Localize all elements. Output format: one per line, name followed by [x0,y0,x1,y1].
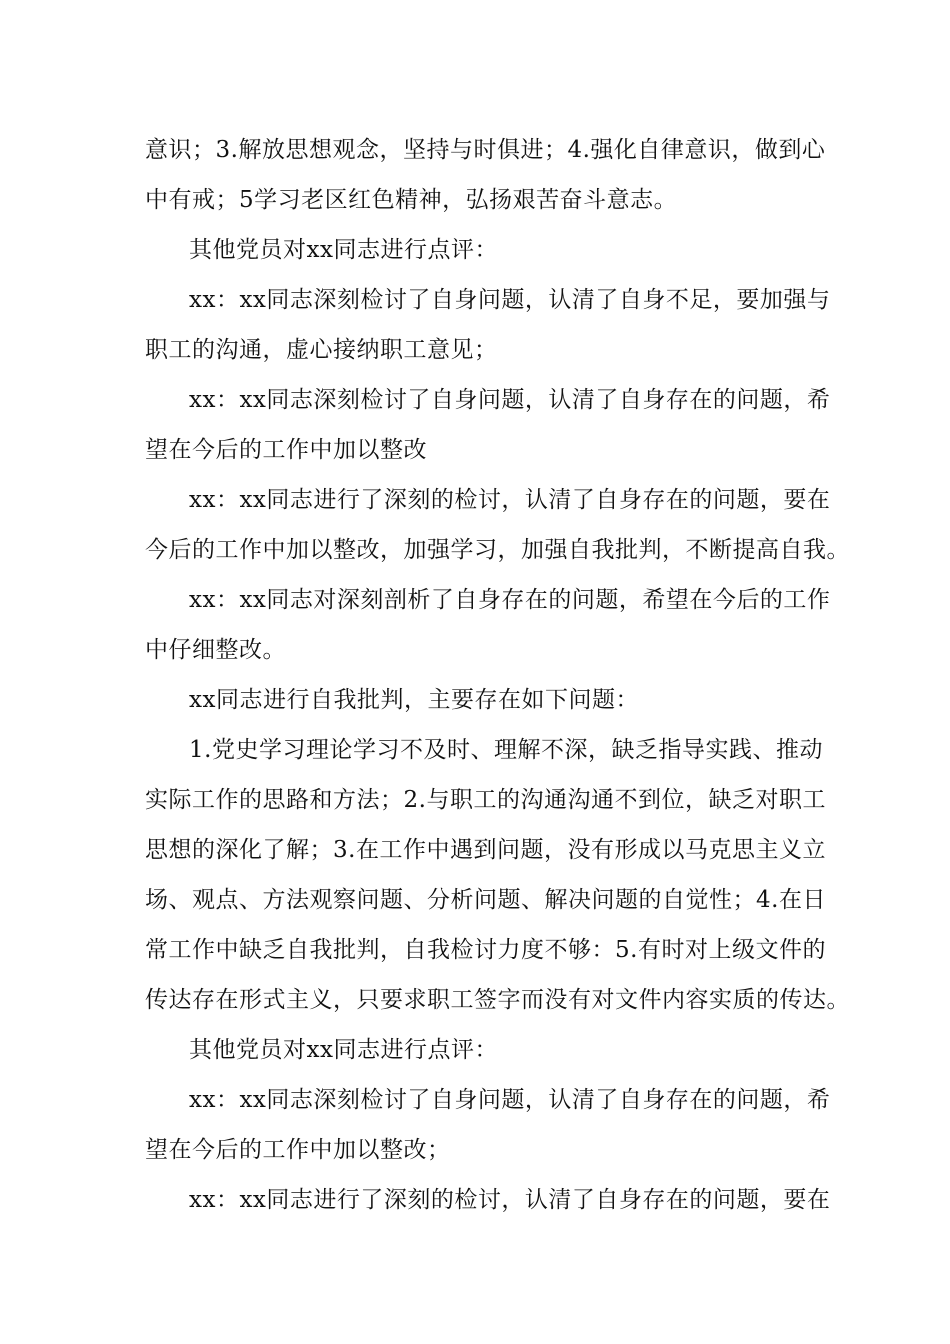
text-line: 思想的深化了解；3.在工作中遇到问题，没有形成以马克思主义立 [145,837,826,863]
text-line: xx：xx同志进行了深刻的检讨，认清了自身存在的问题，要在 [189,487,831,513]
text-line: xx：xx同志深刻检讨了自身问题，认清了自身存在的问题，希 [189,1087,831,1113]
paragraph-heading: 其他党员对xx同志进行点评： [189,237,498,263]
text-line: xx：xx同志深刻检讨了自身问题，认清了自身存在的问题，希 [189,387,831,413]
text-line: xx：xx同志对深刻剖析了自身存在的问题，希望在今后的工作 [189,587,831,613]
text-line: 中有戒；5学习老区红色精神，弘扬艰苦奋斗意志。 [145,187,678,213]
text-line: xx：xx同志深刻检讨了自身问题，认清了自身不足，要加强与 [189,287,831,313]
paragraph-heading: xx同志进行自我批判，主要存在如下问题： [189,687,639,713]
text-line: 职工的沟通，虚心接纳职工意见； [145,337,498,363]
text-line: 中仔细整改。 [145,637,286,663]
text-line: 场、观点、方法观察问题、分析问题、解决问题的自觉性；4.在日 [145,887,826,913]
text-line: 常工作中缺乏自我批判，自我检讨力度不够：5.有时对上级文件的 [145,937,826,963]
paragraph-heading: 其他党员对xx同志进行点评： [189,1037,498,1063]
text-line: 实际工作的思路和方法；2.与职工的沟通沟通不到位，缺乏对职工 [145,787,826,813]
text-line: 1.党史学习理论学习不及时、理解不深，缺乏指导实践、推动 [189,737,823,763]
text-line: 望在今后的工作中加以整改； [145,1137,451,1163]
text-line: 传达存在形式主义，只要求职工签字而没有对文件内容实质的传达。 [145,987,850,1013]
text-line: 今后的工作中加以整改，加强学习，加强自我批判，不断提高自我。 [145,537,850,563]
text-line: 望在今后的工作中加以整改 [145,437,427,463]
text-line: 意识；3.解放思想观念，坚持与时俱进；4.强化自律意识，做到心 [145,137,826,163]
text-line: xx：xx同志进行了深刻的检讨，认清了自身存在的问题，要在 [189,1187,831,1213]
